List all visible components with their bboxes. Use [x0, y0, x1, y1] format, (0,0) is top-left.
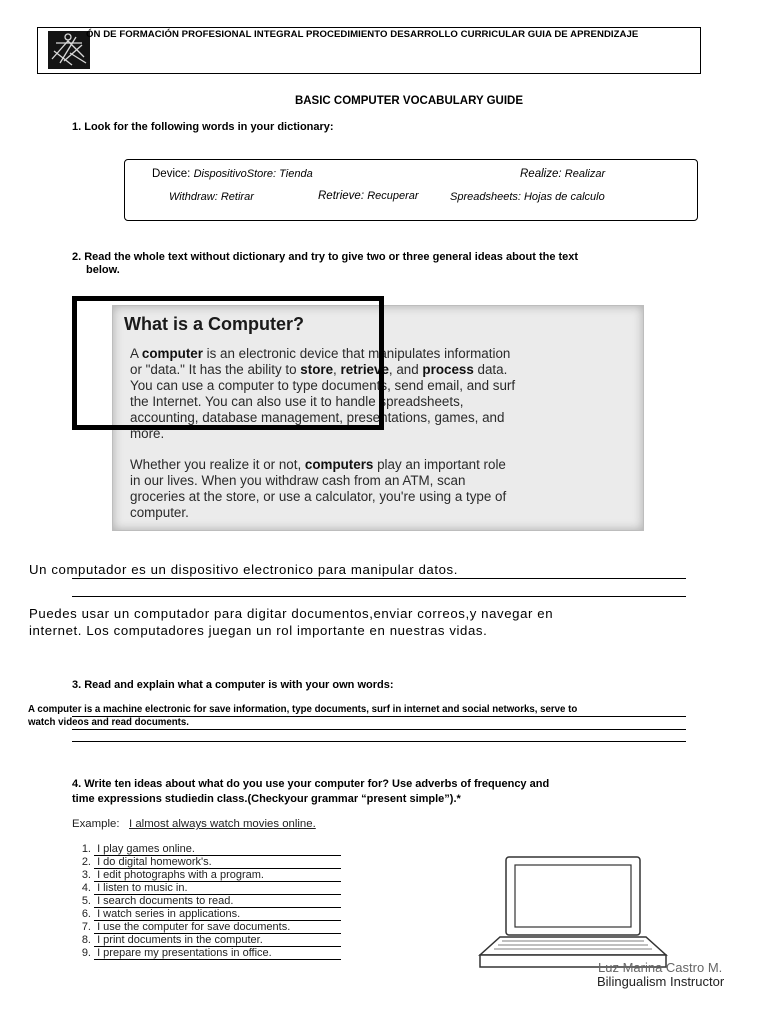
- list-item: 9. I prepare my presentations in office.: [72, 947, 341, 960]
- reading-line: or "data." It has the ability to store, retrieve, and process data.: [130, 362, 508, 377]
- reading-line: the Internet. You can also use it to handle spreadsheets,: [130, 394, 464, 409]
- question-4-line-1: 4. Write ten ideas about what do you use your computer for? Use adverbs of frequency and: [72, 778, 550, 790]
- highlight-frame: [72, 296, 384, 430]
- reading-line: Whether you realize it or not, computers play an important role: [130, 457, 506, 472]
- guide-title: BASIC COMPUTER VOCABULARY GUIDE: [294, 95, 524, 107]
- vocab-retrieve: [318, 190, 419, 202]
- list-item: 8. I print documents in the computer.: [72, 934, 341, 947]
- vocab-realize: [520, 168, 605, 180]
- laptop-icon: [478, 855, 668, 970]
- header-title: ÓN DE FORMACIÓN PROFESIONAL INTEGRAL PROCEDIMIENTO DESARROLLO CURRICULAR GUIA DE APRENDIZAJE: [86, 29, 639, 40]
- list-item: 4. I listen to music in.: [72, 882, 341, 895]
- reading-line: groceries at the store, or use a calculator, you're using a type of: [130, 489, 507, 504]
- vocab-device-def: DispositivoStore: Tienda: [193, 168, 313, 180]
- answer-2-line-1: Un computador es un dispositivo electronico para manipular datos.: [29, 562, 458, 577]
- vocab-spreadsheets: Spreadsheets: Hojas de calculo: [450, 191, 605, 203]
- question-1: 1. Look for the following words in your dictionary:: [72, 121, 334, 133]
- answer-3-line-2: watch videos and read documents.: [28, 717, 189, 728]
- question-4: [72, 777, 549, 807]
- list-item: 7. I use the computer for save documents.: [72, 921, 341, 934]
- reading-line: more.: [130, 426, 165, 441]
- reading-line: You can use a computer to type documents, send email, and surf: [130, 378, 516, 393]
- reading-line: A computer is an electronic device that manipulates information: [130, 346, 511, 361]
- answer-3-line-1: A computer is a machine electronic for save information, type documents, surf in internet and social networks, serve to: [28, 704, 578, 715]
- vocab-realize-def: Realizar: [564, 168, 606, 180]
- vocab-withdraw: Withdraw: Retirar: [169, 191, 254, 203]
- list-item: 6. I watch series in applications.: [72, 908, 341, 921]
- answer-underline: [72, 741, 686, 742]
- vocab-retrieve-def: Recuperar: [367, 190, 419, 202]
- reading-line: accounting, database management, presentations, games, and: [130, 410, 505, 425]
- question-2-line-2: below.: [86, 264, 120, 276]
- answer-2-line-2: Puedes usar un computador para digitar documentos,enviar correos,y navegar en: [29, 606, 554, 621]
- question-2: [72, 251, 578, 277]
- answer-underline: [72, 596, 686, 597]
- list-item: 1. I play games online.: [72, 843, 341, 856]
- list-item: 5. I search documents to read.: [72, 895, 341, 908]
- signature-name: Luz Marina Castro M.: [598, 960, 723, 975]
- example-text: I almost always watch movies online.: [129, 818, 316, 830]
- signature-title: Bilingualism Instructor: [597, 974, 725, 989]
- question-2-line-1: 2. Read the whole text without dictionary and try to give two or three general ideas about the text: [72, 251, 579, 263]
- example-label: Example:: [72, 818, 120, 830]
- answer-underline: [72, 578, 686, 579]
- reading-title: What is a Computer?: [124, 314, 305, 334]
- vocab-device-word: Device:: [152, 168, 191, 180]
- answer-2-line-3: internet. Los computadores juegan un rol importante en nuestras vidas.: [29, 623, 488, 638]
- vocab-realize-word: Realize:: [520, 168, 562, 180]
- question-3: 3. Read and explain what a computer is with your own words:: [72, 679, 394, 691]
- reading-line: computer.: [130, 505, 189, 520]
- vocab-retrieve-word: Retrieve:: [318, 190, 365, 202]
- list-item: 3. I edit photographs with a program.: [72, 869, 341, 882]
- answer-underline: [72, 716, 686, 717]
- list-item: 2. I do digital homework's.: [72, 856, 341, 869]
- vocab-device: [152, 168, 313, 180]
- sena-logo-icon: [48, 31, 90, 69]
- question-4-line-2: time expressions studiedin class.(Checkyour grammar “present simple”).*: [72, 793, 461, 805]
- reading-line: in our lives. When you withdraw cash from an ATM, scan: [130, 473, 466, 488]
- answer-underline: [72, 729, 686, 730]
